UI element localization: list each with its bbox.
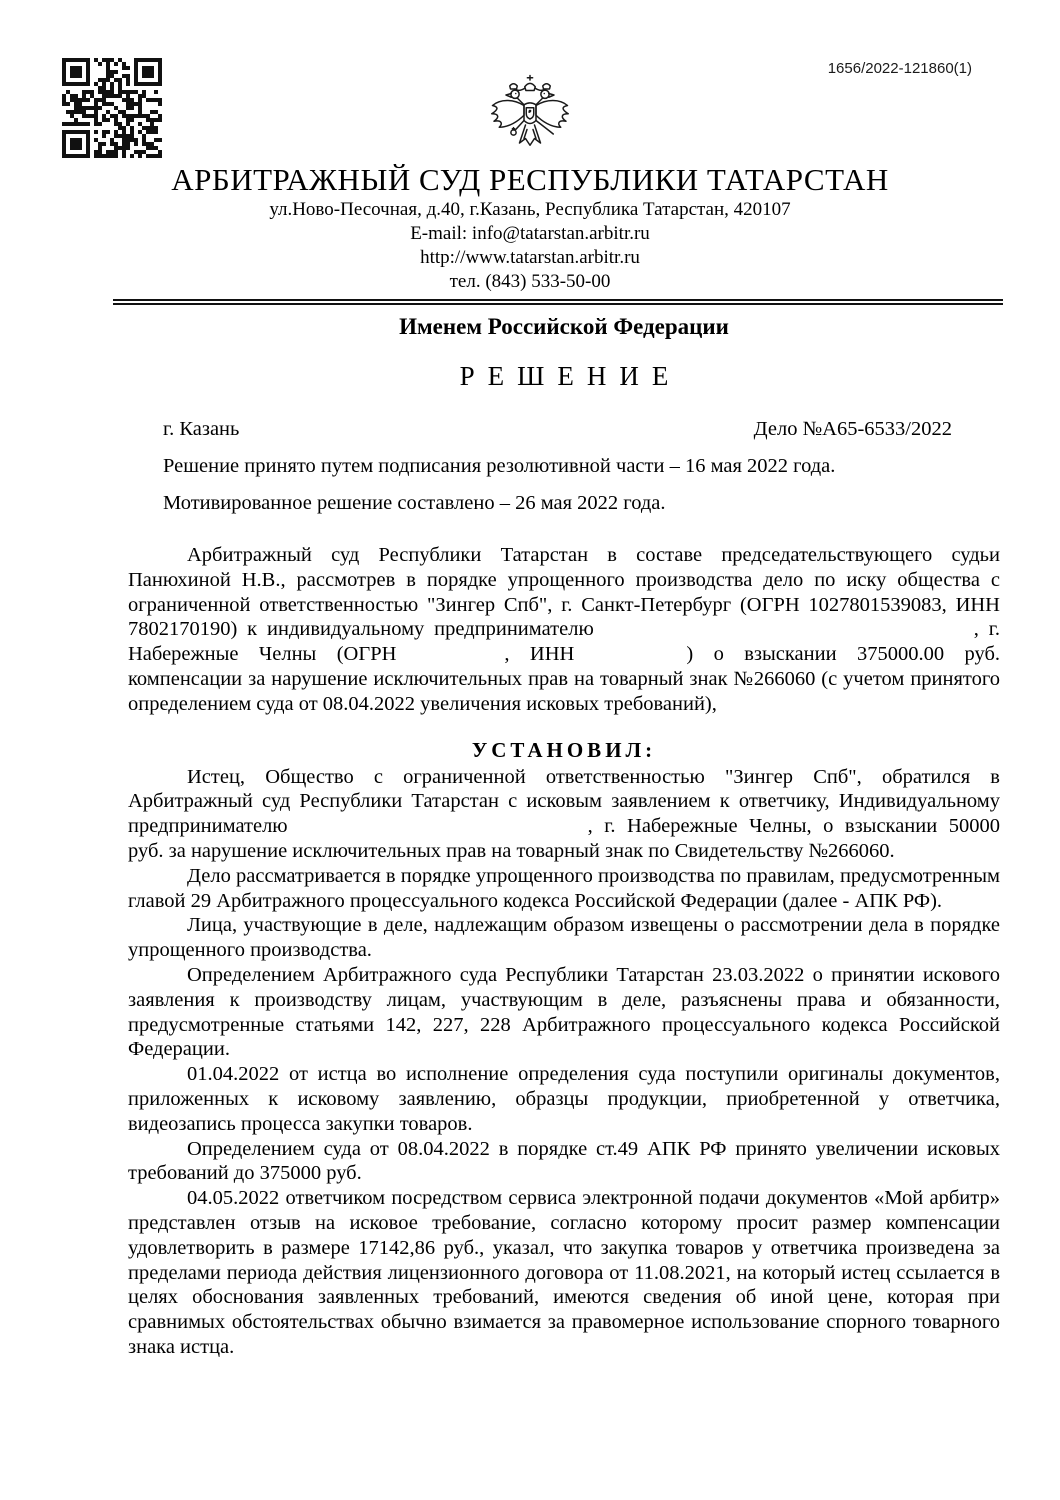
city-label: г. Казань [163, 418, 240, 440]
redacted-text [574, 658, 686, 660]
intro-paragraph: Арбитражный суд Республики Татарстан в составе председательствующего судьи Панюхиной Н.В., рассмотрев в порядке упрощенного производства дело по иску общества с ограниченной ответственностью "Зингер Спб", г. Санкт-Петербург (ОГРН 1027801539083, ИНН 7802170190) к индивидуальному предпринимателю , г. Набережные Челны (ОГРН , ИНН ) о взыскании 375000.00 руб. компенсации за нарушение исключительных прав на товарный знак №266060 (с учетом принятого определением суда от 08.04.2022 увеличения исковых требований), [128, 544, 1000, 715]
court-website: http://www.tatarstan.arbitr.ru [420, 247, 640, 268]
redacted-text [288, 830, 588, 832]
body-paragraph: 01.04.2022 от истца во исполнение определения суда поступили оригиналы документов, приложенных к исковому заявлению, образцы продукции, приобретенной у ответчика, видеозапись процесса закупки товаров. [128, 1063, 1000, 1135]
court-email: E-mail: info@tatarstan.arbitr.ru [410, 223, 650, 244]
redacted-text [396, 658, 504, 660]
body-paragraph: 04.05.2022 ответчиком посредством сервиса электронной подачи документов «Мой арбитр» представлен отзыв на исковое требование, согласно которому просит размер компенсации удовлетворить в размере 17142,86 руб., указал, что закупка товаров у ответчика произведена за пределами периода действия лицензионного договора от 11.08.2021, на который истец ссылается в целях обоснования заявленных требований, имеются сведения об иной цене, которая при сравнимых обстоятельствах обычно взимается за правомерное использование спорного товарного знака истца. [128, 1187, 1000, 1358]
redacted-text [594, 633, 974, 635]
qr-code-pattern [62, 58, 162, 158]
court-phone: тел. (843) 533-50-00 [449, 271, 611, 292]
body-paragraph: Определением Арбитражного суда Республики Татарстан 23.03.2022 о принятии искового заявления к производству лицам, участвующим в деле, разъяснены права и обязанности, предусмотренные статьями 142, 227, 228 Арбитражного процессуального кодекса Российской Федерации. [128, 963, 1000, 1061]
resolution-date-line: Решение принято путем подписания резолютивной части – 16 мая 2022 года. [163, 455, 836, 477]
court-address: ул.Ново-Песочная, д.40, г.Казань, Республика Татарстан, 420107 [269, 199, 791, 220]
body-paragraph: Лица, участвующие в деле, надлежащим образом извещены о рассмотрении дела в порядке упрощенного производства. [128, 914, 1000, 962]
in-name-of-federation-heading: Именем Российской Федерации [399, 314, 729, 339]
decision-heading: РЕШЕНИЕ [459, 361, 682, 391]
document-body [128, 314, 1000, 1360]
body-paragraph: Определением суда от 08.04.2022 в порядке ст.49 АПК РФ принято увеличении исковых требований до 375000 руб. [128, 1137, 1000, 1185]
case-row [128, 417, 1000, 442]
court-name: АРБИТРАЖНЫЙ СУД РЕСПУБЛИКИ ТАТАРСТАН [171, 162, 889, 197]
body-paragraphs [128, 765, 1000, 1360]
header-divider [113, 299, 1003, 305]
document-number: 1656/2022-121860(1) [827, 60, 972, 77]
body-paragraph: Дело рассматривается в порядке упрощенного производства по правилам, предусмотренным главой 29 Арбитражного процессуального кодекса Российской Федерации (далее - АПК РФ). [128, 864, 1000, 912]
motivated-date-line: Мотивированное решение составлено – 26 мая 2022 года. [163, 492, 666, 514]
body-paragraph: Истец, Общество с ограниченной ответственностью "Зингер Спб", обратился в Арбитражный суд Республики Татарстан с исковым заявлением к ответчику, Индивидуальному предпринимателю , г. Набережные Челны, о взыскании 50000 руб. за нарушение исключительных прав на товарный знак по Свидетельству №266060. [128, 765, 1000, 862]
ustanovil-heading: УСТАНОВИЛ: [471, 737, 657, 762]
double-headed-eagle-icon [485, 74, 575, 158]
qr-code-icon [62, 58, 162, 158]
case-number: Дело №А65-6533/2022 [753, 418, 952, 440]
